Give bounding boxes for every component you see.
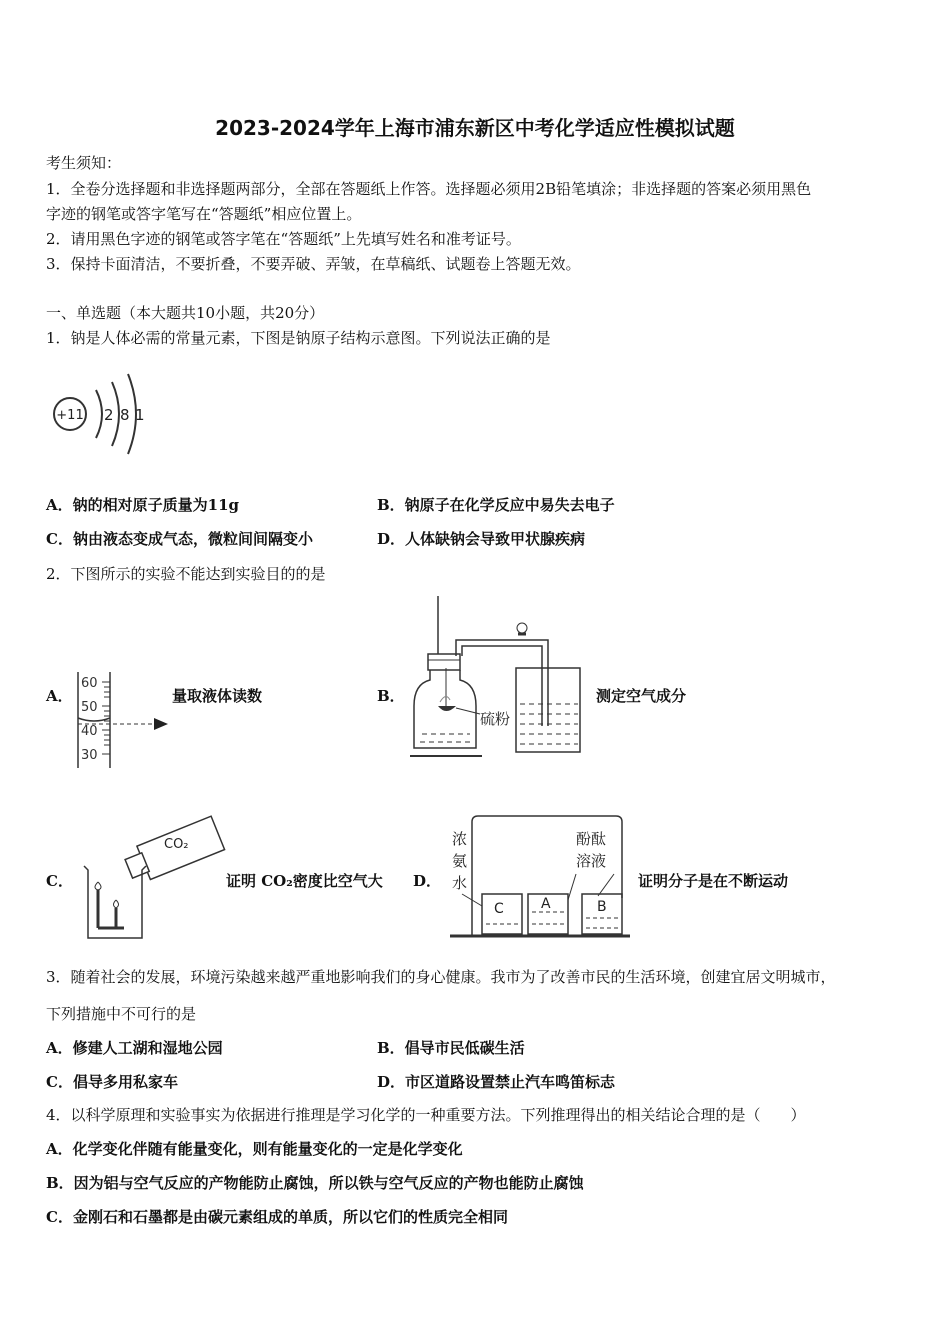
beaker-b-label: B xyxy=(597,899,607,915)
q3-option-c: C．倡导多用私家车 xyxy=(46,1073,178,1091)
beaker-c-label: C xyxy=(494,901,504,917)
q4-option-a: A．化学变化伴随有能量变化，则有能量变化的一定是化学变化 xyxy=(46,1140,463,1158)
q1-stem: 1．钠是人体必需的常量元素，下图是钠原子结构示意图。下列说法正确的是 xyxy=(46,329,551,347)
notice-line-3: 3．保持卡面清洁，不要折叠，不要弄破、弄皱，在草稿纸、试题卷上答题无效。 xyxy=(46,255,581,273)
shell-1: 2 xyxy=(104,406,114,424)
phenol-line-2: 溶液 xyxy=(576,852,607,870)
shell-3: 1 xyxy=(135,406,145,424)
molecular-motion-figure xyxy=(448,814,634,940)
q2-b-text: 测定空气成分 xyxy=(596,687,687,705)
tick-30: 30 xyxy=(81,748,98,763)
co2-density-figure xyxy=(80,816,225,942)
beaker-a-label: A xyxy=(541,896,551,912)
q1-option-c: C．钠由液态变成气态，微粒间间隔变小 xyxy=(46,530,313,548)
q2-stem: 2．下图所示的实验不能达到实验目的的是 xyxy=(46,565,326,583)
sodium-atom-diagram xyxy=(46,362,156,462)
q2-b-label: B． xyxy=(377,687,405,705)
q1-option-b: B．钠原子在化学反应中易失去电子 xyxy=(377,496,615,514)
q2-a-text: 量取液体读数 xyxy=(172,687,263,705)
q3-stem-2: 下列措施中不可行的是 xyxy=(46,1005,197,1023)
q2-c-text: 证明 CO₂密度比空气大 xyxy=(226,872,383,890)
co2-bottle-label: CO₂ xyxy=(164,837,189,852)
shell-2: 8 xyxy=(120,406,130,424)
section-heading: 一、单选题（本大题共10小题，共20分） xyxy=(46,304,325,322)
q2-d-label: D． xyxy=(413,872,442,890)
notice-line-1a: 1．全卷分选择题和非选择题两部分，全部在答题纸上作答。选择题必须用2B铅笔填涂；非选择题的答案必须用黑色 xyxy=(46,180,812,198)
q2-c-label: C． xyxy=(46,872,73,890)
q4-option-c: C．金刚石和石墨都是由碳元素组成的单质，所以它们的性质完全相同 xyxy=(46,1208,508,1226)
q4-stem: 4．以科学原理和实验事实为依据进行推理是学习化学的一种重要方法。下列推理得出的相关结论合理的是（ ） xyxy=(46,1106,806,1124)
q2-a-label: A． xyxy=(46,687,73,705)
sulfur-label: 硫粉 xyxy=(480,710,511,728)
notice-line-2: 2．请用黑色字迹的钢笔或答字笔在“答题纸”上先填写姓名和准考证号。 xyxy=(46,230,521,248)
graduated-cylinder-figure xyxy=(70,672,180,772)
q3-option-d: D．市区道路设置禁止汽车鸣笛标志 xyxy=(377,1073,616,1091)
ammonia-char-1: 浓 xyxy=(452,830,468,848)
ammonia-char-2: 氨 xyxy=(452,852,468,870)
q3-option-a: A．修建人工湖和湿地公园 xyxy=(46,1039,223,1057)
page-title: 2023-2024学年上海市浦东新区中考化学适应性模拟试题 xyxy=(215,116,735,140)
tick-50: 50 xyxy=(81,700,98,715)
tick-60: 60 xyxy=(81,676,98,691)
q3-option-b: B．倡导市民低碳生活 xyxy=(377,1039,525,1057)
q1-option-d: D．人体缺钠会导致甲状腺疾病 xyxy=(377,530,586,548)
q3-stem-1: 3．随着社会的发展，环境污染越来越严重地影响我们的身心健康。我市为了改善市民的生活环境，创建宜居文明城市， xyxy=(46,968,836,986)
eye-icon xyxy=(154,718,168,730)
q2-d-text: 证明分子是在不断运动 xyxy=(638,872,789,890)
q1-option-a: A．钠的相对原子质量为11g xyxy=(46,496,240,514)
nucleus-charge: +11 xyxy=(56,408,84,423)
tick-40: 40 xyxy=(81,724,98,739)
phenol-line-1: 酚酞 xyxy=(576,830,607,848)
air-composition-figure xyxy=(410,596,590,758)
ammonia-char-3: 水 xyxy=(452,874,468,892)
clamp-icon xyxy=(517,623,527,633)
notice-line-1b: 字迹的钢笔或答字笔写在“答题纸”相应位置上。 xyxy=(46,205,362,223)
notice-heading: 考生须知： xyxy=(46,154,122,172)
q4-option-b: B．因为铝与空气反应的产物能防止腐蚀，所以铁与空气反应的产物也能防止腐蚀 xyxy=(46,1174,584,1192)
